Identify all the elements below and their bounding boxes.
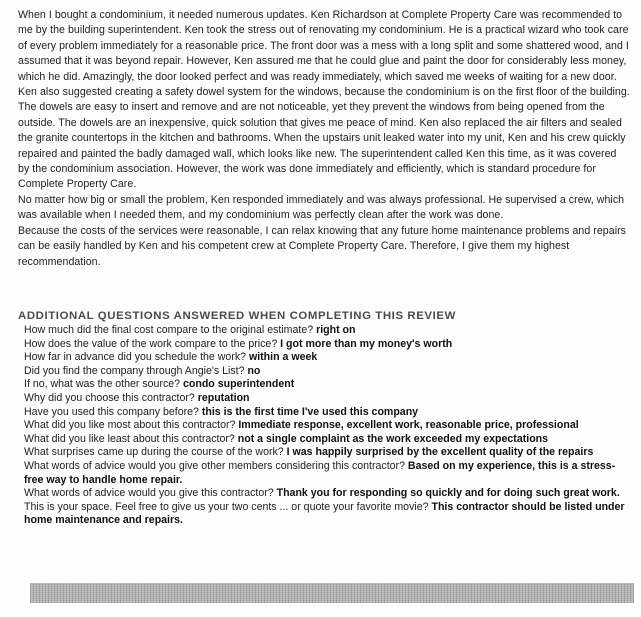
answer-text: condo superintendent — [183, 378, 295, 391]
question-item — [24, 406, 630, 420]
scan-footer-band — [30, 583, 634, 603]
question-text: How far in advance did you schedule the work? — [24, 351, 249, 364]
review-paragraph: Because the costs of the services were reasonable, I can relax knowing that any future home maintenance problems and repairs can be easily handled by Ken and his competent crew at Complete Property Care. Therefore, I give them my highest recommendation. — [18, 224, 627, 268]
answer-text: I was happily surprised by the excellent quality of the repairs — [286, 446, 594, 459]
question-item — [24, 392, 630, 406]
question-item — [24, 501, 630, 528]
question-list — [18, 324, 630, 528]
answer-text: I got more than my money's worth — [280, 337, 453, 350]
answer-text: no — [247, 364, 261, 377]
review-paragraph: No matter how big or small the problem, Ken responded immediately and was always professional. He supervised a crew, which was available when I needed them, and my condominium was perfectly clean after the work was done. — [18, 193, 625, 222]
answer-text: Thank you for responding so quickly and for doing such great work. — [276, 487, 620, 500]
additional-questions-section — [18, 309, 630, 528]
question-text: If no, what was the other source? — [24, 378, 183, 391]
answer-text: not a single complaint as the work exceeded my expectations — [237, 432, 549, 445]
answer-text: This contractor should be listed under home maintenance and repairs. — [24, 500, 625, 527]
question-item — [24, 487, 630, 501]
question-text: What surprises came up during the course of the work? — [24, 446, 287, 459]
question-item — [24, 419, 630, 433]
question-text: What words of advice would you give this contractor? — [24, 487, 277, 500]
question-item — [24, 460, 630, 487]
review-body — [18, 8, 630, 270]
question-item — [24, 351, 630, 365]
question-item — [24, 324, 630, 338]
review-paragraph: Ken also suggested creating a safety dowel system for the windows, because the condominium is on the first floor of the building. The dowels are easy to insert and remove and are not noticeable, yet they prevent the windows from being opened from the outside. The dowels are an inexpensive, quick solution that gives me peace of mind. Ken also replaced the air filters and sealed the granite countertops in the kitchen and bathrooms. When the upstairs unit leaked water into my unit, Ken and his crew quickly repaired and painted the badly damaged wall, which looks like new. The superintendent called Ken this time, as it was covered by the condominium association. However, the work was done immediately and efficiently, which is standard procedure for Complete Property Care. — [18, 86, 630, 191]
question-item — [24, 378, 630, 392]
question-item — [24, 338, 630, 352]
question-text: What words of advice would you give other members considering this contractor? — [24, 459, 408, 472]
question-text: Have you used this company before? — [24, 405, 202, 418]
answer-text: Immediate response, excellent work, reasonable price, professional — [238, 419, 579, 432]
review-paragraph: When I bought a condominium, it needed numerous updates. Ken Richardson at Complete Property Care was recommended to me by the building superintendent. Ken took the stress out of renovating my condominium. He is a practical wizard who took care of every problem immediately for a reasonable price. The front door was a mess with a long split and some shattered wood, and I assumed that it was beyond repair. However, Ken assured me that he could glue and paint the door for considerably less money, which he did. Amazingly, the door looked perfect and was ready immediately, which saved me weeks of waiting for a new door. — [18, 9, 629, 83]
question-text: What did you like most about this contractor? — [24, 419, 239, 432]
answer-text: this is the first time I've used this company — [201, 405, 419, 418]
answer-text: reputation — [197, 391, 250, 404]
question-text: This is your space. Feel free to give us your two cents ... or quote your favorite movie? — [24, 500, 432, 513]
question-text: How much did the final cost compare to the original estimate? — [24, 324, 317, 336]
question-text: Did you find the company through Angie's List? — [24, 364, 248, 377]
question-item — [24, 365, 630, 379]
question-text: Why did you choose this contractor? — [24, 391, 198, 404]
question-item — [24, 433, 630, 447]
question-item — [24, 446, 630, 460]
question-text: What did you like least about this contractor? — [24, 432, 238, 445]
question-text: How does the value of the work compare to the price? — [24, 337, 281, 350]
answer-text: right on — [316, 324, 356, 336]
additional-questions-heading: ADDITIONAL QUESTIONS ANSWERED WHEN COMPLETING THIS REVIEW — [18, 310, 456, 322]
answer-text: within a week — [248, 351, 318, 364]
answer-text: Based on my experience, this is a stress-free way to handle home repair. — [24, 459, 616, 486]
